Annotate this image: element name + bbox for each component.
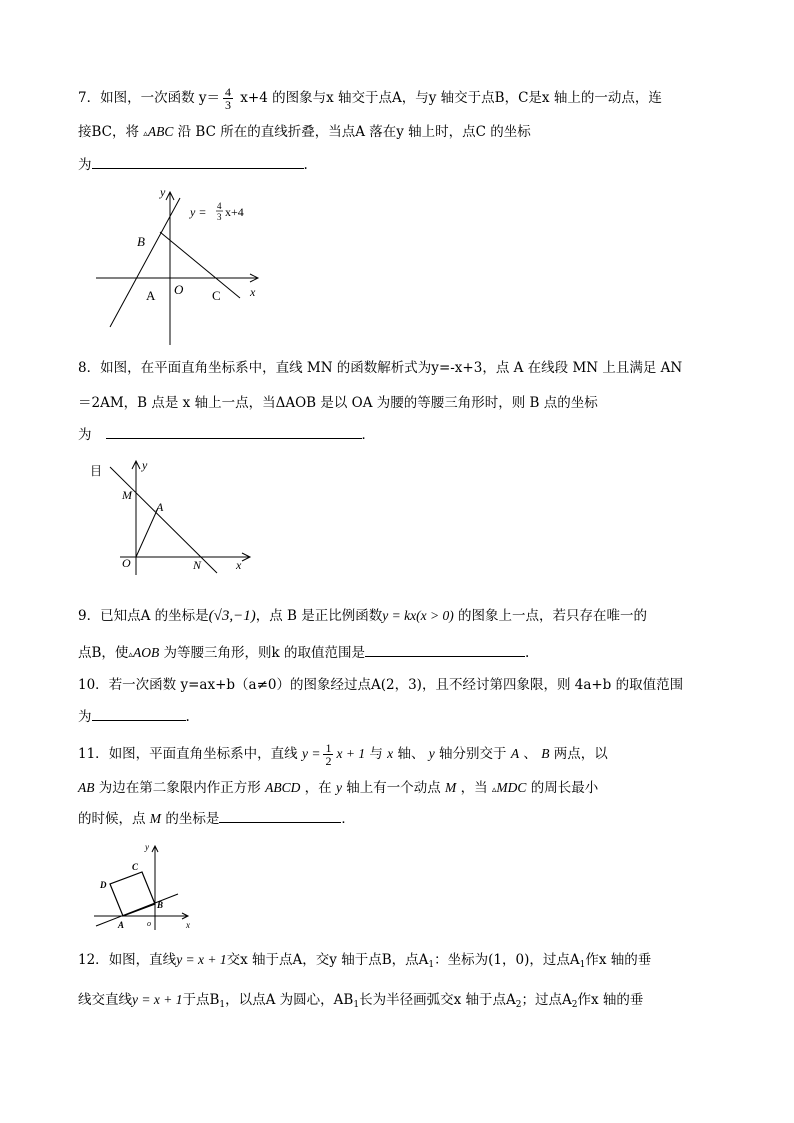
q10-number: 10．: [78, 677, 109, 693]
q9-number: 9．: [78, 608, 101, 624]
q11-label-y: y: [145, 842, 149, 852]
q11-label-A: A: [118, 920, 125, 930]
q8-label-O: O: [122, 556, 131, 570]
q7-label-y: y: [160, 185, 166, 199]
q8-label-M: M: [122, 488, 132, 502]
q8-number: 8．: [78, 360, 101, 376]
answer-blank-q9[interactable]: [365, 642, 525, 657]
q7-eq-rest: x+4: [225, 205, 244, 219]
q7-equation: y =: [190, 205, 207, 219]
q10-line1: 10．若一次函数 y=ax+b（a≠0）的图象经过点A(2，3)，且不经讨第四象限，则 4a+b 的取值范围: [78, 677, 684, 693]
q12-line1: 12．如图，直线y = x + 1交x 轴于点A，交y 轴于点B，点$A_1$：坐标为(1，0)，过点$A_1$作x 轴的垂: [78, 952, 652, 970]
q11-label-B: B: [157, 900, 164, 910]
answer-blank-q8[interactable]: [106, 424, 362, 439]
q7-line3: 为 .: [78, 154, 308, 175]
q11-label-O: o: [147, 919, 151, 928]
q11-line: [96, 894, 178, 926]
q8-corner-mark: 目: [90, 464, 103, 478]
q7-eq-num: 4: [217, 201, 222, 211]
q7-eq-den: 3: [217, 212, 222, 222]
q8-label-x: x: [236, 558, 242, 572]
q11-label-C: C: [132, 862, 139, 872]
answer-blank-q11[interactable]: [219, 808, 341, 823]
q8-segment-oa: [136, 508, 158, 557]
q7-label-x: x: [250, 285, 256, 299]
q12-number: 12．: [78, 952, 109, 968]
q7-line-bc: [160, 232, 240, 298]
q12-line2: 线交直线y = x + 1于点$B_1$，以点A 为圆心，$AB_1$长为半径画弧交x 轴于点$A_2$；过点$A_2$作x 轴的垂: [78, 992, 644, 1010]
q7-label-B: B: [137, 234, 145, 249]
answer-blank-q7[interactable]: [92, 154, 304, 169]
q9-line1: 9．已知点A 的坐标是(√3,−1)，点 B 是正比例函数y = kx(x > 0) 的图象上一点，若只存在唯一的: [78, 608, 647, 624]
q11-figure: [90, 840, 200, 935]
q11-line1: 11．如图，平面直角坐标系中，直线 y = $\frac{1}{2}$ x + 1 与 x 轴、 y 轴分别交于 A 、 B 两点，以: [78, 741, 608, 768]
q7-label-A: A: [146, 288, 156, 303]
q8-line1: 8．如图，在平面直角坐标系中，直线 MN 的函数解析式为y=-x+3，点 A 在线段 MN 上且满足 AN: [78, 360, 683, 376]
q7-fraction: $\frac{4}{3}$: [225, 85, 232, 112]
q9-line2: 点B，使▵AOB 为等腰三角形，则k 的取值范围是 .: [78, 642, 529, 665]
q8-label-A: A: [156, 500, 164, 514]
q8-line2: ＝2AM，B 点是 x 轴上一点，当ΔAOB 是以 OA 为腰的等腰三角形时，则 B 点的坐标: [78, 395, 598, 411]
q11-label-D: D: [100, 880, 107, 890]
q7-label-C: C: [212, 288, 221, 303]
q11-line2: AB 为边在第二象限内作正方形 ABCD ，在 y 轴上有一个动点 M ，当 ▵MDC 的周长最小: [78, 780, 599, 796]
q8-line3: 为 ．: [78, 424, 375, 445]
q11-label-x: x: [186, 920, 190, 930]
q7-figure: [90, 180, 280, 350]
q11-number: 11．: [78, 746, 109, 762]
q7-number: 7．: [78, 90, 101, 106]
q8-figure: [90, 455, 260, 585]
q8-label-N: N: [193, 558, 202, 572]
q10-line2: 为 .: [78, 706, 190, 727]
answer-blank-q10[interactable]: [92, 706, 186, 721]
q11-square-abcd: [110, 872, 155, 916]
q11-line3: 的时候，点 M 的坐标是 ．: [78, 808, 355, 829]
q7-line2: 接BC，将 ▵ABC 沿 BC 所在的直线折叠，当点A 落在y 轴上时，点C 的坐标: [78, 124, 531, 140]
q7-label-O: O: [174, 282, 184, 297]
q7-line1: 7．如图，一次函数 y＝ $\frac{4}{3}$ x+4 的图象与x 轴交于点A，与y 轴交于点B，C是x 轴上的一动点，连: [78, 85, 662, 112]
q8-label-y: y: [142, 458, 148, 472]
